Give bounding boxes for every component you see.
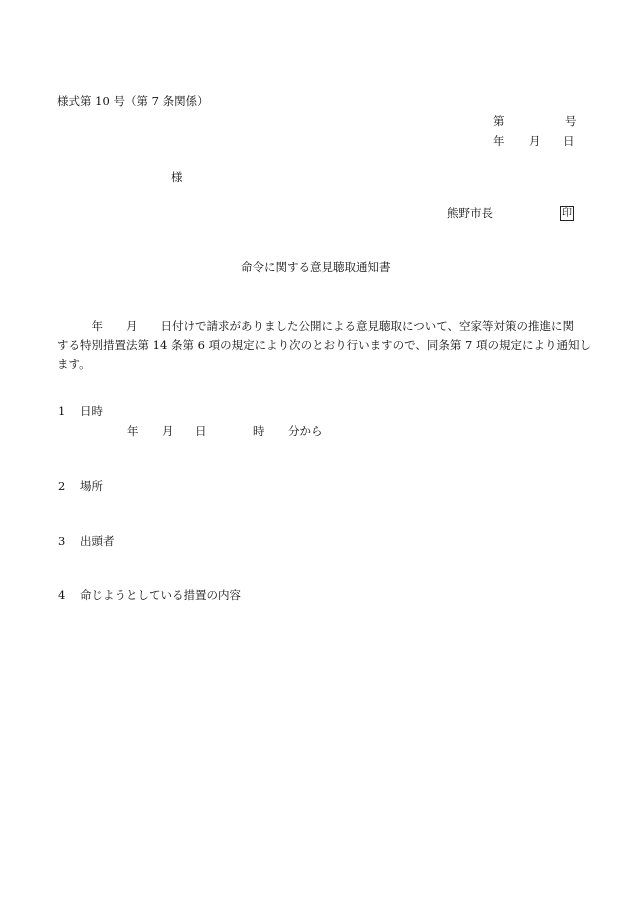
addressee-suffix: 様	[171, 170, 183, 184]
date-year-label: 年	[493, 134, 505, 148]
seal-mark: 印	[560, 206, 574, 221]
item-3-label: 出頭者	[80, 534, 115, 548]
date-month-label: 月	[529, 134, 541, 148]
datetime-day-label: 日	[195, 424, 207, 438]
datetime-year-label: 年	[127, 424, 139, 438]
item-1-label: 日時	[80, 404, 103, 418]
doc-number-prefix: 第	[493, 114, 505, 128]
datetime-month-label: 月	[162, 424, 174, 438]
item-4-number: 4	[58, 588, 66, 602]
item-2-number: 2	[58, 479, 66, 493]
item-3-number: 3	[58, 534, 66, 548]
item-2-label: 場所	[80, 479, 103, 493]
document-title: 命令に関する意見聴取通知書	[241, 260, 391, 274]
datetime-hour-label: 時	[253, 424, 265, 438]
sender-name: 熊野市長	[447, 206, 493, 220]
body-line: ます。	[57, 357, 91, 371]
body-line: 年 月 日付けで請求がありました公開による意見聴取について、空家等対策の推進に関	[57, 319, 575, 333]
form-label: 様式第 10 号（第 7 条関係）	[57, 94, 209, 108]
datetime-minute-label: 分から	[288, 424, 323, 438]
body-paragraph	[57, 317, 591, 374]
body-line: する特別措置法第 14 条第 6 項の規定により次のとおり行いますので、同条第 7 項の規定により通知し	[57, 338, 591, 352]
date-day-label: 日	[563, 134, 575, 148]
item-1-number: 1	[58, 404, 66, 418]
doc-number-suffix: 号	[565, 114, 577, 128]
item-4-label: 命じようとしている措置の内容	[80, 588, 241, 602]
